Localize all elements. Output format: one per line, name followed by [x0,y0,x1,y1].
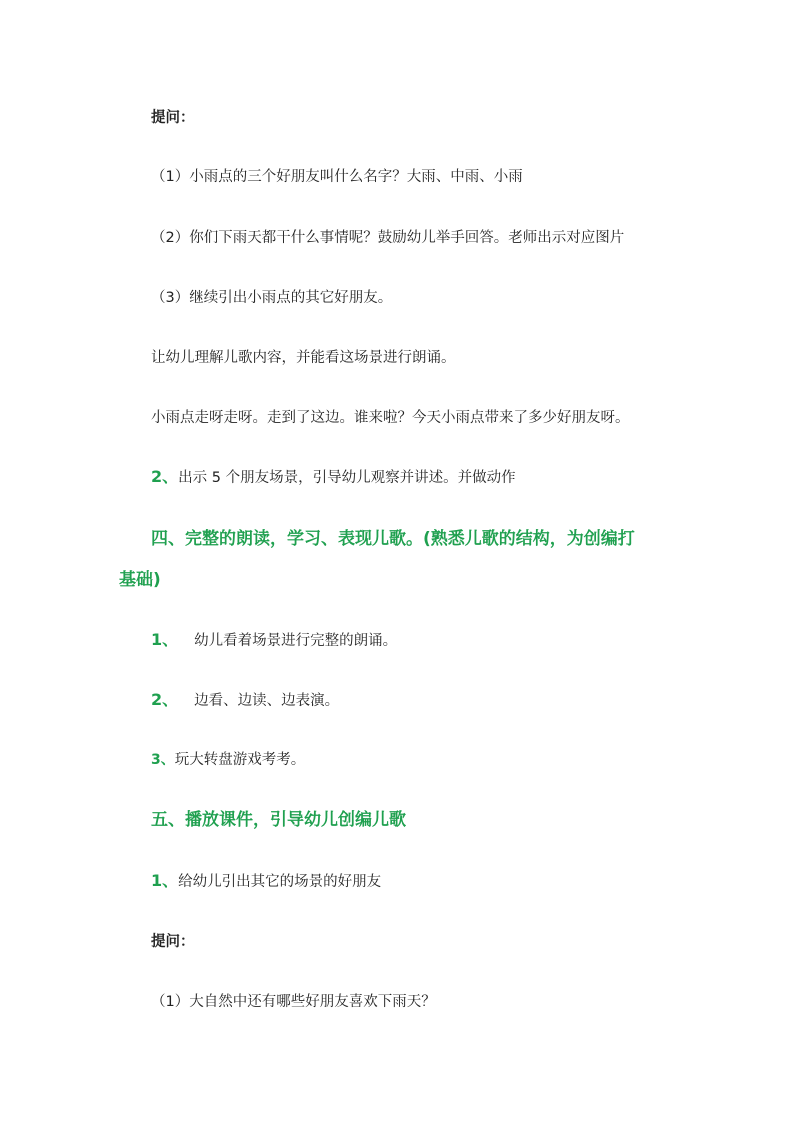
question-item-nature: （1）大自然中还有哪些好朋友喜欢下雨天？ [151,994,436,1010]
paragraph-rain-walk: 小雨点走呀走呀。走到了这边。谁来啦？今天小雨点带来了多少好朋友呀。 [151,410,630,426]
step-text: 边看、边读、边表演。 [194,693,340,709]
question-item-2: （2）你们下雨天都干什么事情呢？鼓励幼儿举手回答。老师出示对应图片 [151,230,625,246]
question-label-2: 提问： [151,934,195,950]
paragraph-understand: 让幼儿理解儿歌内容，并能看这场景进行朗诵。 [151,350,456,366]
step-1-new-friends [151,871,381,892]
step-2-perform [151,690,339,711]
step-3-game [151,750,305,770]
step-number: 1、 [151,630,179,649]
step-number: 1、 [151,871,179,890]
step-2-show-scenes [151,467,516,488]
question-label-1: 提问： [151,110,195,126]
question-item-1: （1）小雨点的三个好朋友叫什么名字？大雨、中雨、小雨 [151,169,523,185]
section-heading-5: 五、播放课件，引导幼儿创编儿歌 [151,810,406,830]
step-1-recite [151,630,397,651]
step-text: 玩大转盘游戏考考。 [174,752,306,768]
step-number: 2、 [151,467,179,486]
section-heading-4-line1: 四、完整的朗读，学习、表现儿歌。(熟悉儿歌的结构，为创编打 [151,529,635,549]
step-text: 给幼儿引出其它的场景的好朋友 [178,874,382,890]
section-heading-4-line2: 基础) [119,570,161,590]
step-number: 3、 [151,752,175,768]
question-item-3: （3）继续引出小雨点的其它好朋友。 [151,290,393,306]
step-number: 2、 [151,690,179,709]
step-text: 幼儿看着场景进行完整的朗诵。 [194,633,398,649]
step-text: 出示 5 个朋友场景，引导幼儿观察并讲述。并做动作 [178,470,516,486]
